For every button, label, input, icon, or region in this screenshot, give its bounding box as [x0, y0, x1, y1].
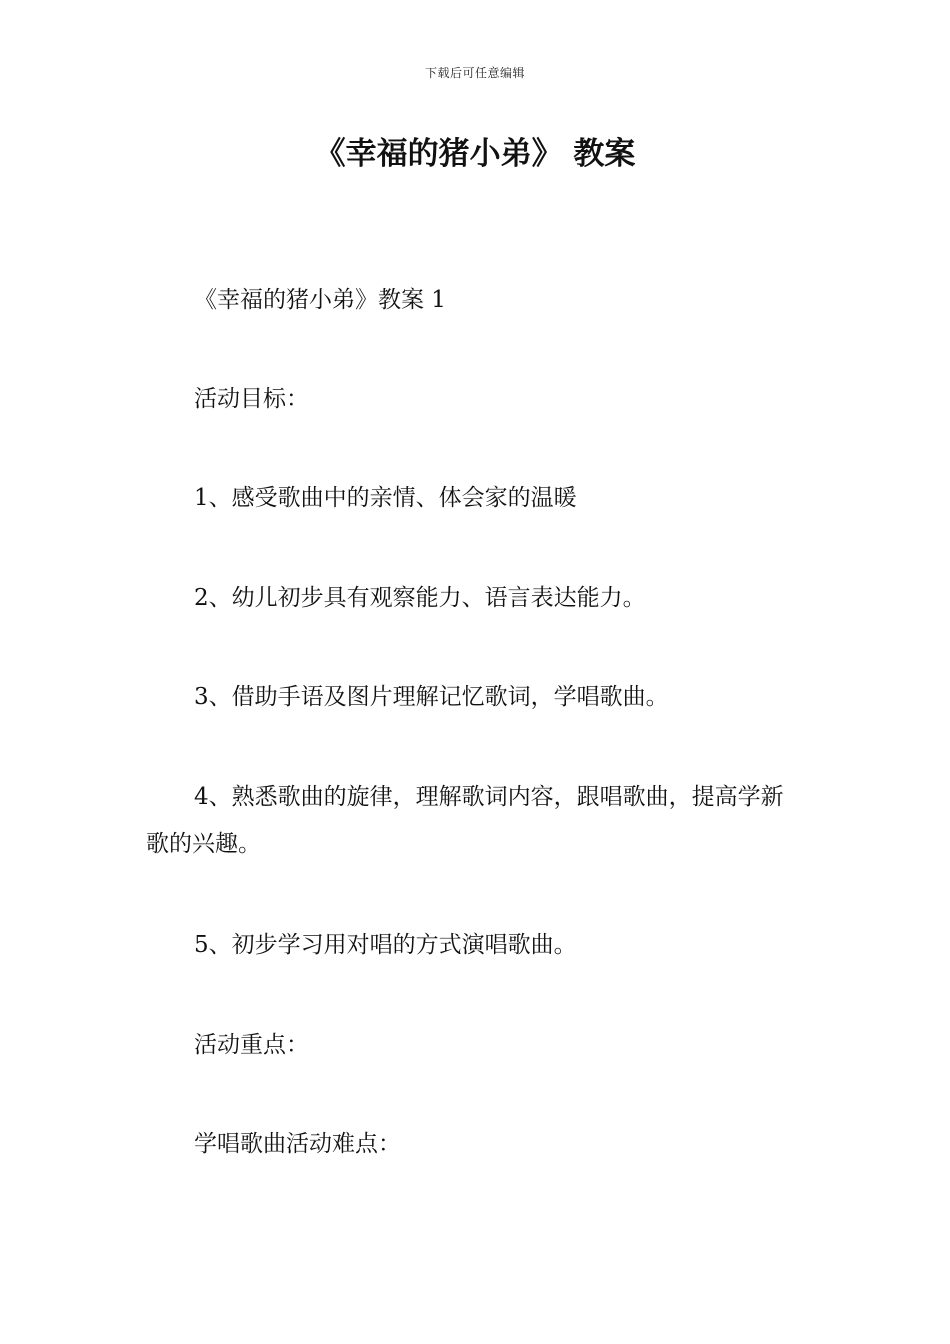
header-note: 下载后可任意编辑 [424, 66, 525, 80]
paragraph-focus-content: 学唱歌曲活动难点： [194, 1131, 401, 1157]
paragraph-objective-5: 5、初步学习用对唱的方式演唱歌曲。 [194, 932, 577, 958]
paragraph-focus-heading: 活动重点： [194, 1032, 309, 1058]
paragraph-objective-4: 4、熟悉歌曲的旋律，理解歌词内容，跟唱歌曲，提高学新歌的兴趣。 [146, 784, 784, 857]
section-heading: 《幸福的猪小弟》教案 1 [194, 287, 446, 313]
paragraph-objective-2: 2、幼儿初步具有观察能力、语言表达能力。 [194, 585, 646, 611]
paragraph-objective-3: 3、借助手语及图片理解记忆歌词，学唱歌曲。 [194, 684, 669, 710]
paragraph-objective-1: 1、感受歌曲中的亲情、体会家的温暖 [194, 485, 577, 511]
paragraph-objectives-heading: 活动目标： [194, 386, 309, 412]
document-title: 《幸福的猪小弟》 教案 [314, 136, 636, 172]
